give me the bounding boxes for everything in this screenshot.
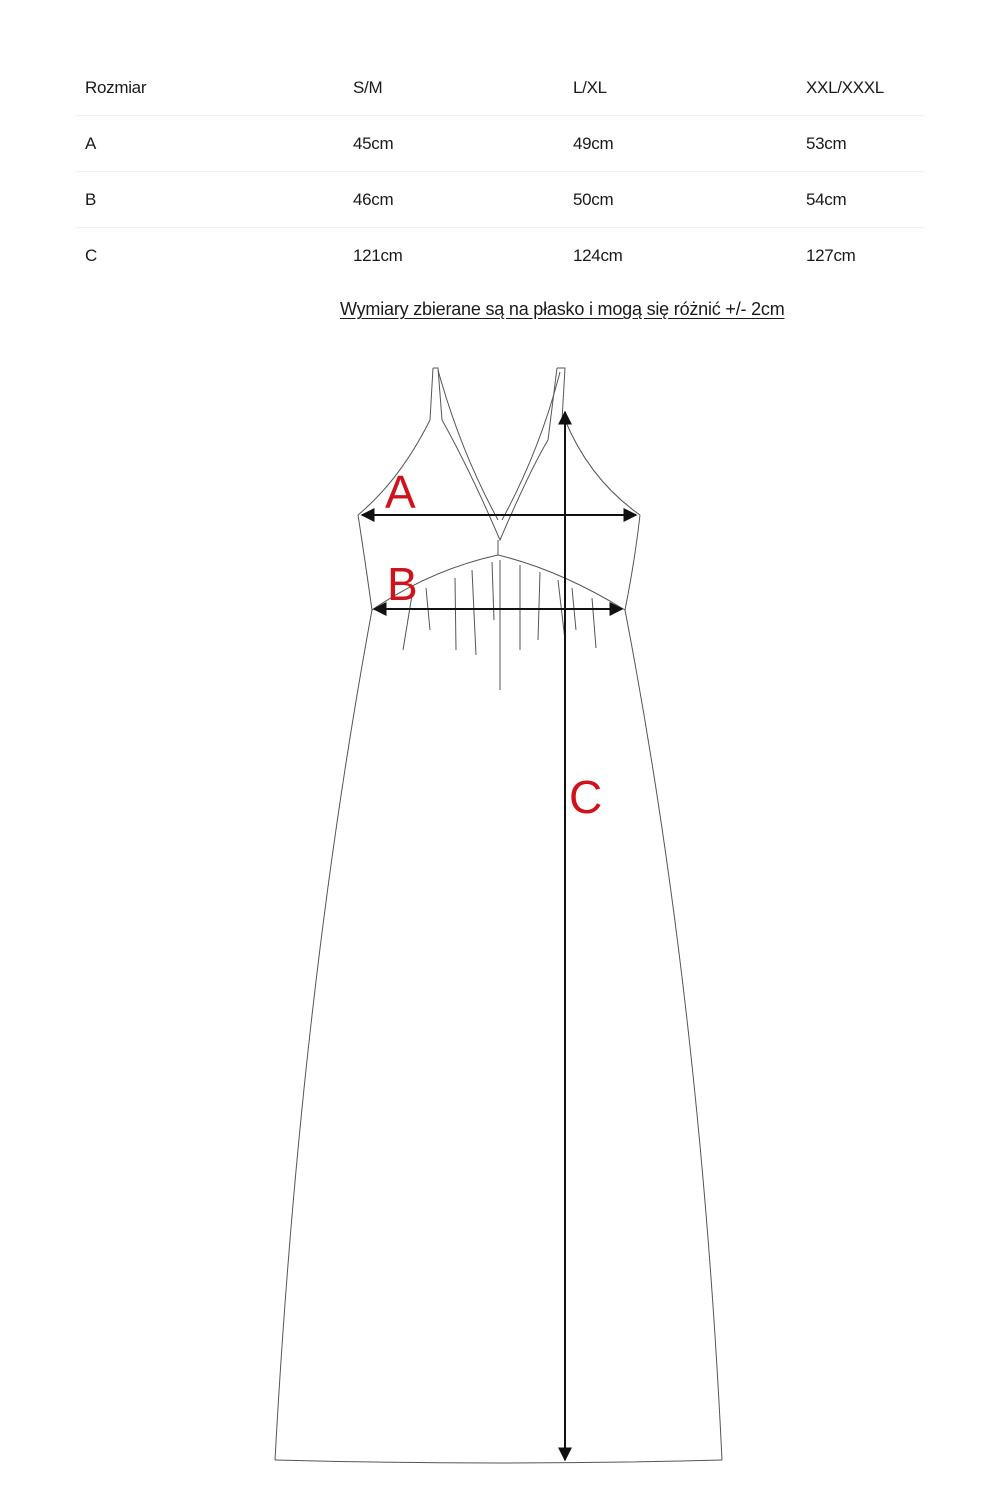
table-cell: 127cm — [806, 246, 856, 265]
label-b: B — [387, 558, 418, 610]
bodice-left-side — [358, 515, 372, 610]
table-cell: 121cm — [353, 246, 403, 265]
row-label: A — [85, 134, 97, 153]
dress-outline — [275, 368, 722, 1463]
header-l-xl: L/XL — [573, 78, 607, 97]
measurement-note: Wymiary zbierane są na płasko i mogą się różnić +/- 2cm — [340, 299, 785, 319]
skirt-right-edge — [625, 610, 722, 1460]
table-cell: 49cm — [573, 134, 614, 153]
neckline — [442, 420, 548, 540]
table-cell: 50cm — [573, 190, 614, 209]
header-xxl-xxxl: XXL/XXXL — [806, 78, 884, 97]
header-s-m: S/M — [353, 78, 383, 97]
row-label: C — [85, 246, 97, 265]
skirt-left-edge — [275, 610, 372, 1460]
table-cell: 45cm — [353, 134, 394, 153]
row-label: B — [85, 190, 97, 209]
header-size: Rozmiar — [85, 78, 147, 97]
table-cell: 124cm — [573, 246, 623, 265]
label-c: C — [569, 771, 603, 823]
bodice-right-side — [625, 515, 640, 610]
skirt-hem — [275, 1460, 722, 1463]
table-cell: 53cm — [806, 134, 847, 153]
table-cell: 54cm — [806, 190, 847, 209]
bodice-right-edge — [565, 420, 640, 515]
table-cell: 46cm — [353, 190, 394, 209]
label-a: A — [385, 466, 416, 518]
left-strap — [430, 368, 442, 420]
